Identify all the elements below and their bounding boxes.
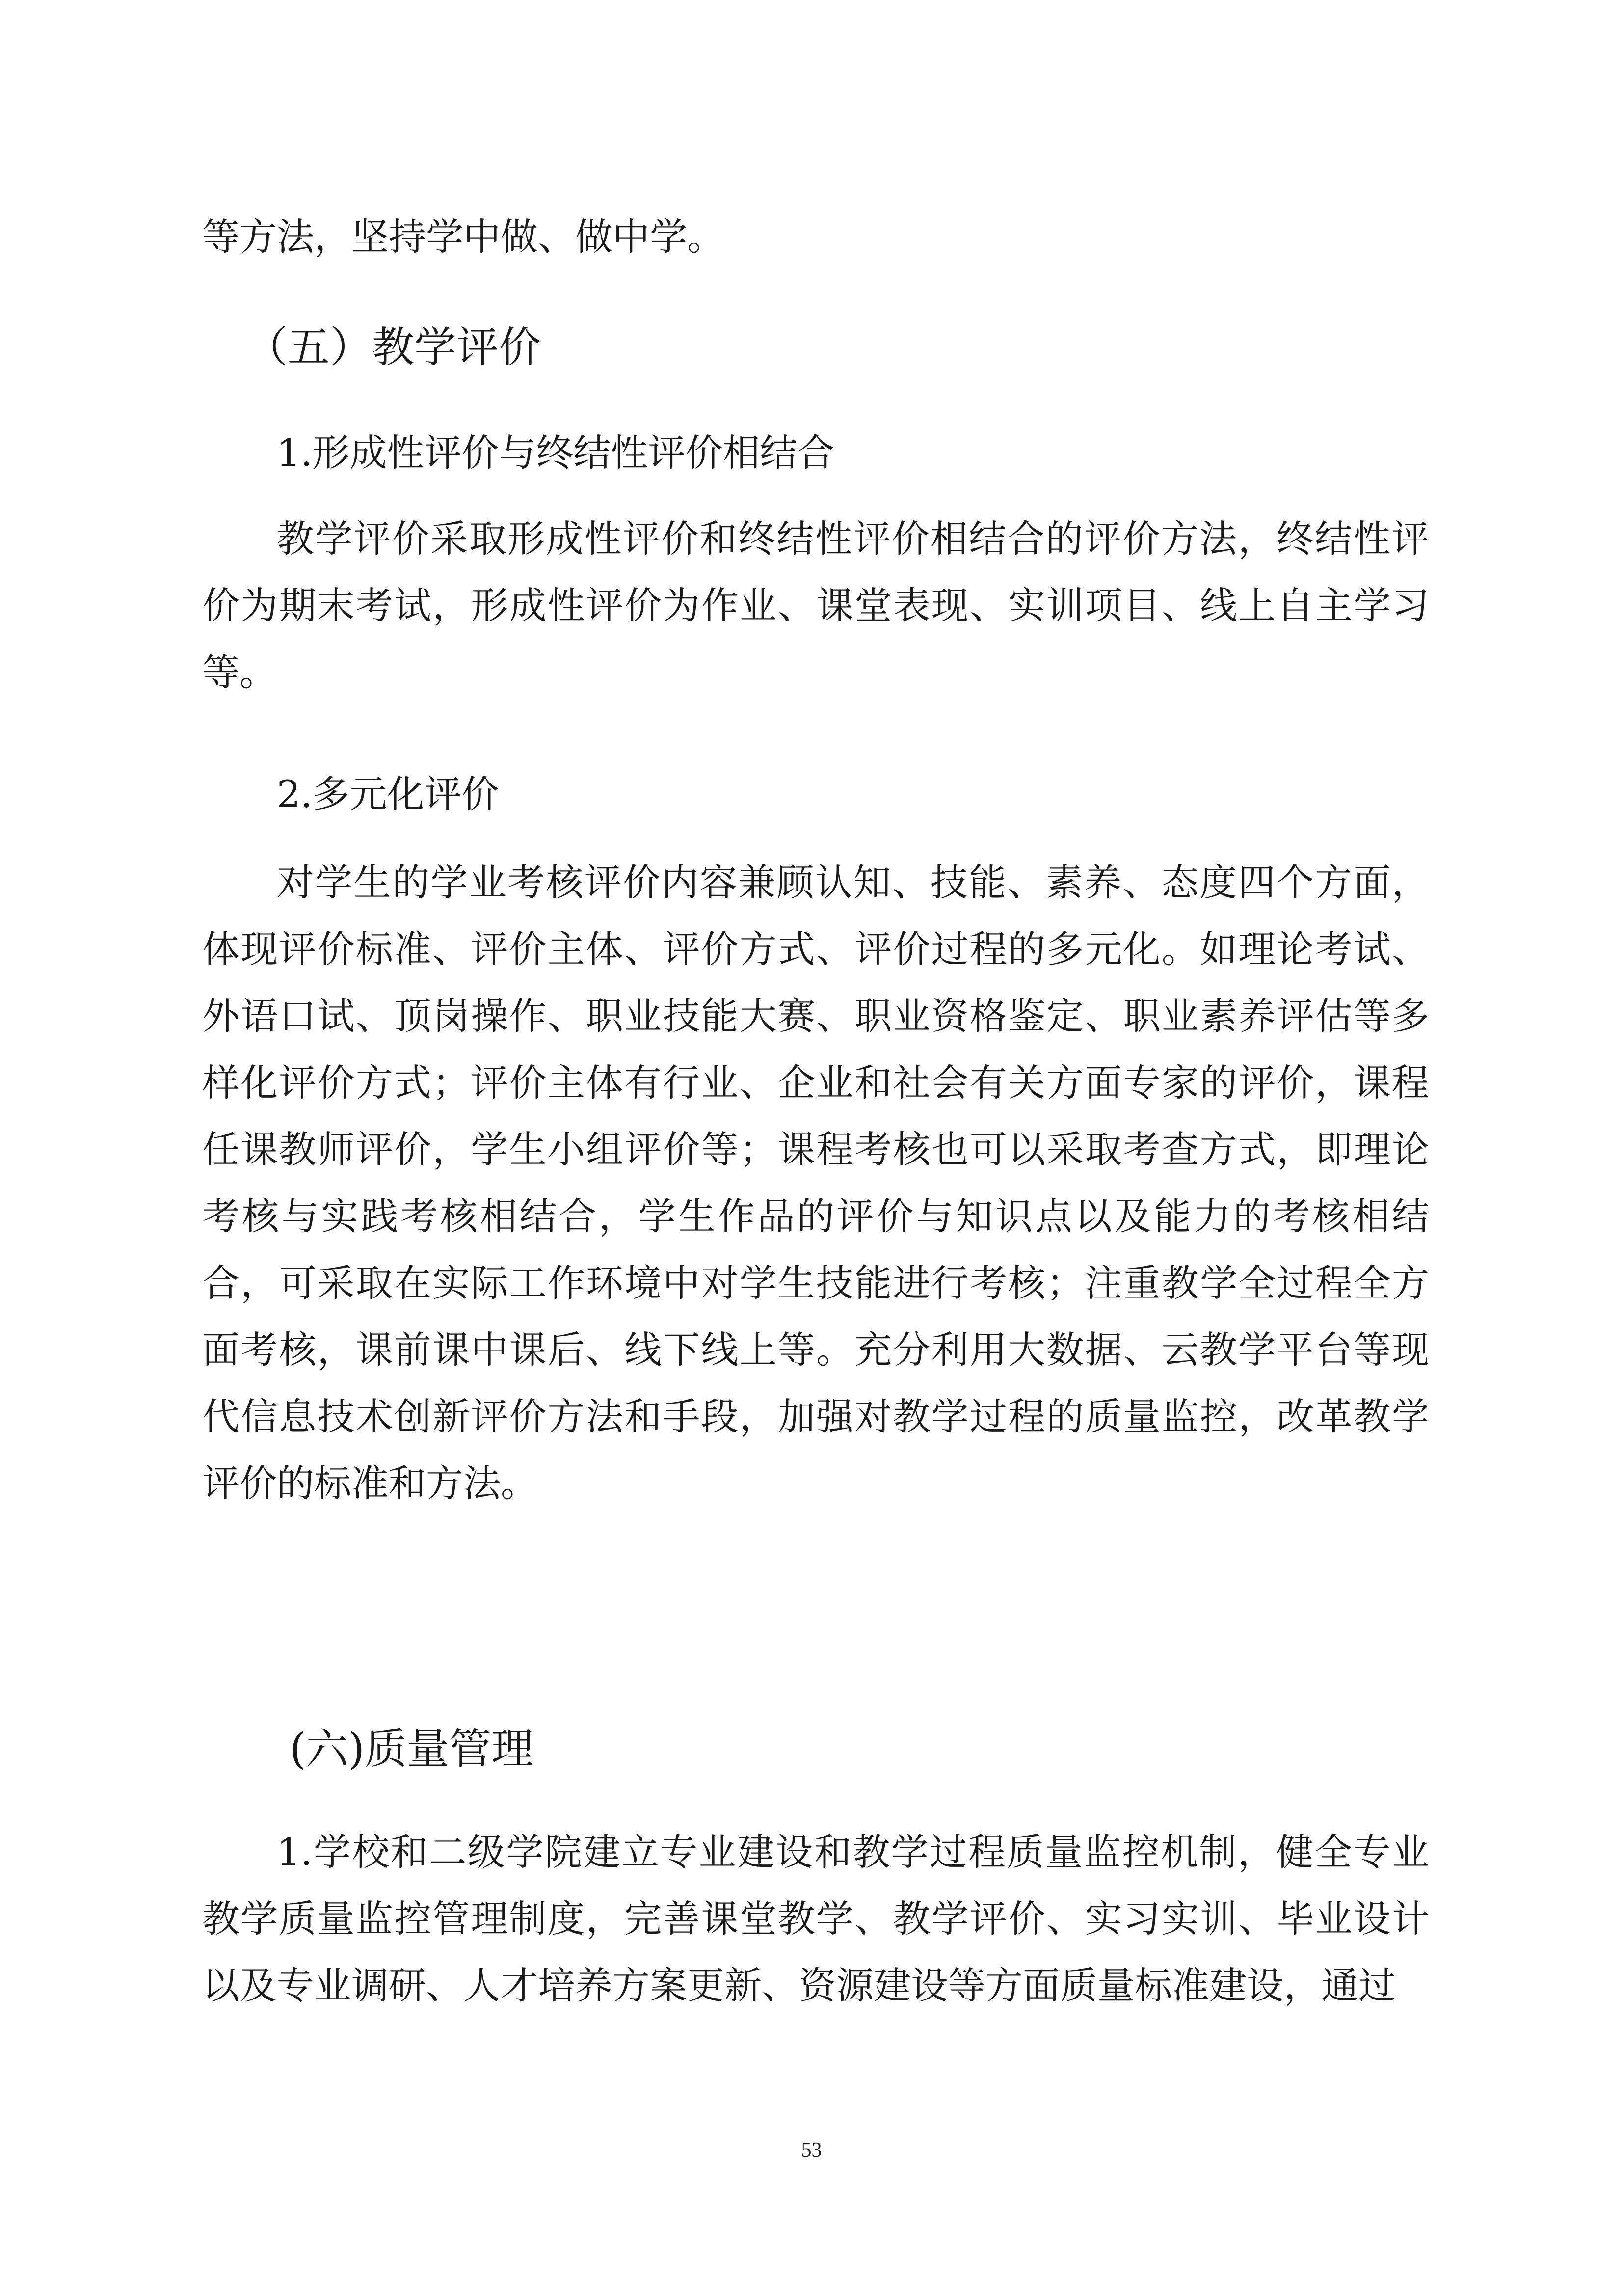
paragraph-diversified-evaluation xyxy=(202,849,1429,1517)
paragraph-text: 1.学校和二级学院建立专业建设和教学过程质量监控机制，健全专业教学质量监控管理制度，完善课堂教学、教学评价、实习实训、毕业设计以及专业调研、人才培养方案更新、资源建设等方面质量标准建设，通过 xyxy=(202,1830,1429,2007)
paragraph-evaluation-method xyxy=(202,506,1429,706)
heading-teaching-evaluation: （五）教学评价 xyxy=(245,323,541,372)
subheading-2 xyxy=(277,761,1504,828)
section-heading-6 xyxy=(290,1716,1517,1783)
paragraph-quality-management xyxy=(202,1819,1429,2019)
paragraph-continuation xyxy=(202,204,1429,270)
subheading-1 xyxy=(277,420,1504,486)
paragraph-text: 教学评价采取形成性评价和终结性评价相结合的评价方法，终结性评价为期末考试，形成性评价为作业、课堂表现、实训项目、线上自主学习等。 xyxy=(202,517,1429,694)
subheading-diversified: 2.多元化评价 xyxy=(277,772,499,816)
page-number: 53 xyxy=(801,2139,822,2161)
section-heading-5 xyxy=(245,314,1472,381)
heading-quality-management: (六)质量管理 xyxy=(290,1725,534,1774)
subheading-formative-summative: 1.形成性评价与终结性评价相结合 xyxy=(277,431,835,475)
paragraph-text: 等方法，坚持学中做、做中学。 xyxy=(202,215,724,259)
paragraph-text: 对学生的学业考核评价内容兼顾认知、技能、素养、态度四个方面，体现评价标准、评价主体、评价方式、评价过程的多元化。如理论考试、外语口试、顶岗操作、职业技能大赛、职业资格鉴定、职业素养评估等多样化评价方式；评价主体有行业、企业和社会有关方面专家的评价，课程任课教师评价，学生小组评价等；课程考核也可以采取考查方式，即理论考核与实践考核相结合，学生作品的评价与知识点以及能力的考核相结合，可采取在实际工作环境中对学生技能进行考核；注重教学全过程全方面考核，课前课中课后、线下线上等。充分利用大数据、云教学平台等现代信息技术创新评价方法和手段，加强对教学过程的质量监控，改革教学评价的标准和方法。 xyxy=(202,861,1429,1505)
